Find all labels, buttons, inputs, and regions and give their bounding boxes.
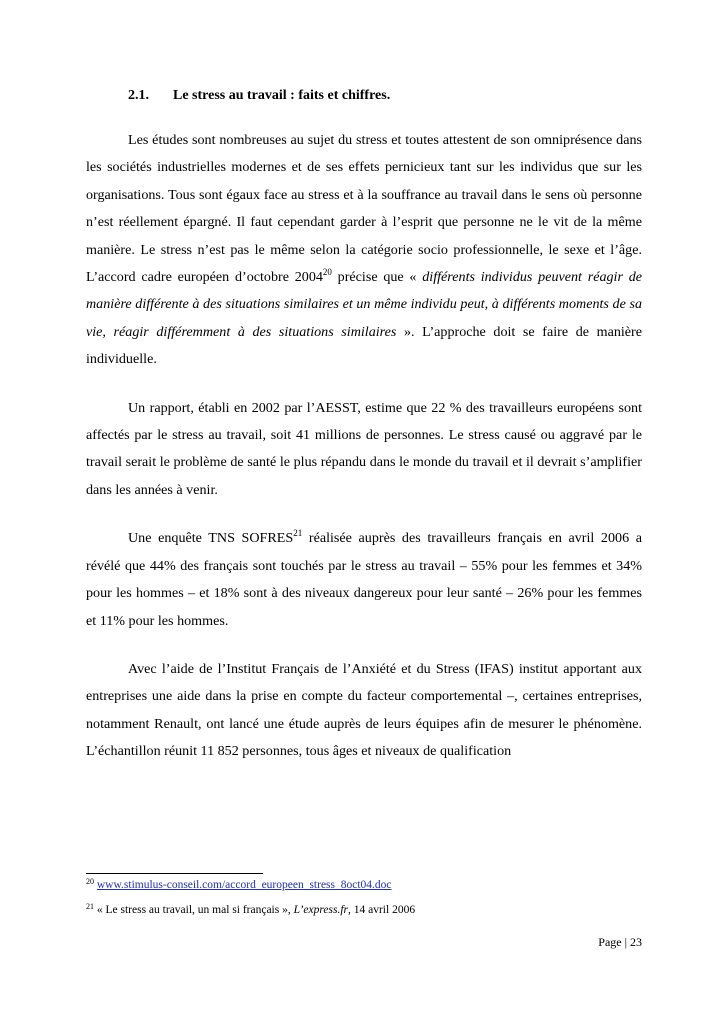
footnote-link[interactable]: www.stimulus-conseil.com/accord_europeen_stress_8oct04.doc [96,879,392,891]
section-title: Le stress au travail : faits et chiffres. [173,88,391,103]
footnote-separator [86,873,263,874]
footnote-number: 20 [86,877,94,886]
paragraph-2: Un rapport, établi en 2002 par l’AESST, estime que 22 % des travailleurs européens sont affectés par le stress au travail, soit 41 millions de personnes. Le stress causé ou aggravé par le travail serait le problème de santé le plus répandu dans le monde du travail et il devrait s’amplifier dans les années à venir. [86,399,642,498]
paragraph-3-text-b: réalisée auprès des travailleurs français en avril 2006 a révélé que 44% des français sont touchés par le stress au travail – 55% pour les femmes et 34% pour les hommes – et 18% sont à des niveaux dangereux pour leur santé – 26% pour les femmes et 11% pour les hommes. [86,530,642,629]
footnote-ref-21[interactable]: 21 [293,528,303,539]
footnote-number: 21 [86,902,94,911]
paragraph-3 [86,525,642,635]
footnote-text-a: « Le stress au travail, un mal si français », [94,904,294,916]
agreement-quote: différents individus peuvent réagir de manière différente à des situations similaires et un même individu peut, à différents moments de sa vie, réagir différemment à des situations similaires [86,269,643,340]
paragraph-1-text-c: ». L’approche doit se faire de manière individuelle. [86,323,642,368]
footnote-ref-20[interactable]: 20 [322,267,332,278]
footnote-source: L’express.fr [293,904,348,916]
paragraph-4: Avec l’aide de l’Institut Français de l’Anxiété et du Stress (IFAS) institut apportant aux entreprises une aide dans la prise en compte du facteur comportemental –, certaines entreprises, notamment Renault, ont lancé une étude auprès de leurs équipes afin de mesurer le phénomène. L’échantillon réunit 11 852 personnes, tous âges et niveaux de qualification [86,660,642,760]
footnote-text-b: , 14 avril 2006 [348,904,416,916]
paragraph-1 [86,127,642,374]
page-number: Page | 23 [598,935,642,949]
paragraph-1-text-b: précise que « [331,269,423,286]
paragraph-1-text-a: Les études sont nombreuses au sujet du stress et toutes attestent de son omniprésence dans les sociétés industrielles modernes et de ses effets pernicieux tant sur les individus que sur les organisations. Tous sont égaux face au stress et à la souffrance au travail dans le sens où personne n’est réellement épargné. Il faut cependant garder à l’esprit que personne ne le vit de la même manière. Le stress n’est pas le même selon la catégorie socio professionnelle, le sexe et l’âge. L’accord cadre européen d’octobre 2004 [86,132,642,286]
section-heading [128,88,390,104]
body-text [86,127,642,787]
section-number: 2.1. [128,88,149,103]
footnote-20 [86,879,392,891]
paragraph-3-text-a: Une enquête TNS SOFRES [128,530,294,547]
footnote-21 [86,904,415,916]
